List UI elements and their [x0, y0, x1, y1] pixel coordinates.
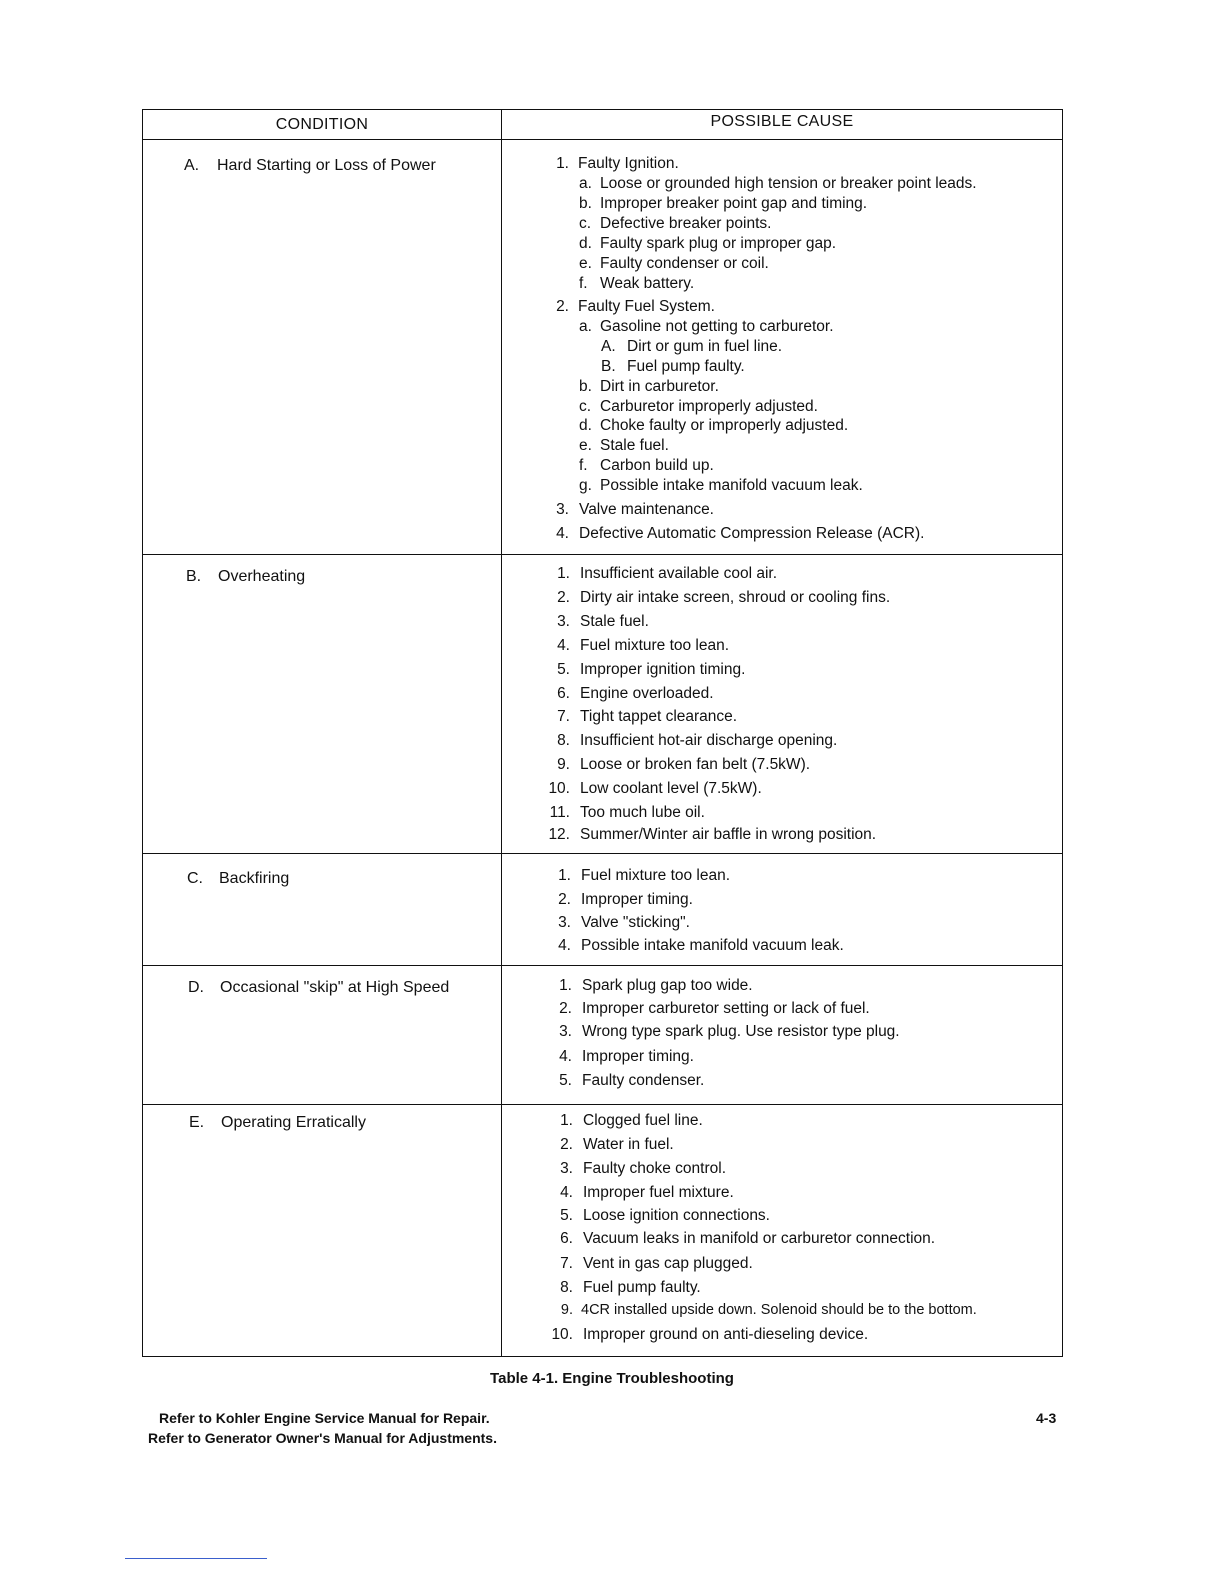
- cause-text: Faulty choke control.: [583, 1160, 727, 1177]
- cause-number: 6.: [557, 685, 570, 702]
- cause-text: Fuel mixture too lean.: [580, 637, 730, 654]
- cause-number: 4.: [557, 637, 570, 654]
- cause-number: 2.: [557, 589, 570, 606]
- condition-text: Operating Erratically: [221, 1114, 366, 1131]
- cause-number: 4.: [556, 525, 569, 542]
- sub-letter: f.: [579, 275, 588, 292]
- sub-letter: d.: [579, 235, 592, 252]
- sub-letter: c.: [579, 215, 592, 232]
- cause-number: 4.: [559, 1048, 572, 1065]
- cause-text: 4CR installed upside down. Solenoid should be to the bottom.: [581, 1302, 977, 1318]
- cause-text: Defective Automatic Compression Release (ACR).: [579, 525, 925, 542]
- sub-letter: f.: [579, 457, 588, 474]
- decorative-rule: [125, 1558, 267, 1559]
- sub-letter: B.: [601, 358, 616, 375]
- sub-text: Defective breaker points.: [600, 215, 772, 232]
- cause-text: Water in fuel.: [583, 1136, 674, 1153]
- cause-text: Faulty Ignition.: [578, 155, 679, 172]
- cause-number: 3.: [558, 914, 571, 931]
- sub-letter: a.: [579, 175, 592, 192]
- troubleshooting-table: [142, 109, 1063, 1357]
- footer-note-adjustments: Refer to Generator Owner's Manual for Adjustments.: [148, 1430, 497, 1446]
- cause-text: Clogged fuel line.: [583, 1112, 703, 1129]
- cause-text: Fuel pump faulty.: [583, 1279, 701, 1296]
- cause-number: 3.: [557, 613, 570, 630]
- sub-text: Carbon build up.: [600, 457, 714, 474]
- cause-text: Summer/Winter air baffle in wrong position.: [580, 826, 877, 843]
- cause-number: 2.: [560, 1136, 573, 1153]
- cause-text: Improper ground on anti-dieseling device.: [583, 1326, 869, 1343]
- cause-text: Fuel mixture too lean.: [581, 867, 731, 884]
- cause-text: Tight tappet clearance.: [580, 708, 738, 725]
- condition-text: Occasional "skip" at High Speed: [220, 979, 450, 996]
- cause-number: 1.: [558, 867, 571, 884]
- condition-letter: B.: [186, 568, 202, 585]
- cause-text: Insufficient hot-air discharge opening.: [580, 732, 838, 749]
- cause-text: Vacuum leaks in manifold or carburetor connection.: [583, 1230, 936, 1247]
- cause-text: Improper ignition timing.: [580, 661, 746, 678]
- sub-text: Fuel pump faulty.: [627, 358, 745, 375]
- cause-number: 11.: [549, 804, 570, 821]
- cause-number: 7.: [557, 708, 570, 725]
- cause-text: Spark plug gap too wide.: [582, 977, 753, 994]
- cause-text: Insufficient available cool air.: [580, 565, 778, 582]
- cause-number: 4.: [560, 1184, 573, 1201]
- condition-text: Overheating: [218, 568, 306, 585]
- sub-letter: d.: [579, 417, 592, 434]
- cause-number: 5.: [557, 661, 570, 678]
- cause-number: 3.: [559, 1023, 572, 1040]
- sub-text: Dirt or gum in fuel line.: [627, 338, 783, 355]
- cause-number: 5.: [559, 1072, 572, 1089]
- row-divider: [143, 853, 1062, 854]
- sub-text: Faulty condenser or coil.: [600, 255, 769, 272]
- header-possible-cause: POSSIBLE CAUSE: [710, 113, 854, 130]
- cause-text: Engine overloaded.: [580, 685, 714, 702]
- condition-letter: D.: [188, 979, 204, 996]
- row-divider: [143, 554, 1062, 555]
- cause-text: Valve maintenance.: [579, 501, 714, 518]
- cause-text: Improper timing.: [581, 891, 693, 908]
- sub-text: Dirt in carburetor.: [600, 378, 719, 395]
- sub-letter: c.: [579, 398, 592, 415]
- sub-letter: a.: [579, 318, 592, 335]
- cause-text: Too much lube oil.: [580, 804, 705, 821]
- cause-number: 5.: [560, 1207, 573, 1224]
- header-divider: [143, 139, 1062, 140]
- column-divider: [501, 110, 502, 1356]
- cause-text: Possible intake manifold vacuum leak.: [581, 937, 844, 954]
- sub-text: Choke faulty or improperly adjusted.: [600, 417, 849, 434]
- condition-letter: C.: [187, 870, 203, 887]
- cause-text: Loose ignition connections.: [583, 1207, 770, 1224]
- cause-text: Improper timing.: [582, 1048, 694, 1065]
- sub-text: Stale fuel.: [600, 437, 669, 454]
- sub-letter: g.: [579, 477, 592, 494]
- sub-letter: A.: [601, 338, 616, 355]
- sub-text: Faulty spark plug or improper gap.: [600, 235, 837, 252]
- header-condition: CONDITION: [275, 116, 369, 133]
- sub-text: Possible intake manifold vacuum leak.: [600, 477, 863, 494]
- cause-text: Dirty air intake screen, shroud or cooling fins.: [580, 589, 891, 606]
- condition-text: Hard Starting or Loss of Power: [217, 157, 436, 174]
- sub-text: Weak battery.: [600, 275, 695, 292]
- cause-number: 1.: [557, 565, 570, 582]
- cause-text: Vent in gas cap plugged.: [583, 1255, 753, 1272]
- cause-number: 4.: [558, 937, 571, 954]
- cause-text: Stale fuel.: [580, 613, 649, 630]
- sub-text: Loose or grounded high tension or breaker point leads.: [600, 175, 977, 192]
- row-divider: [143, 1104, 1062, 1105]
- row-divider: [143, 965, 1062, 966]
- cause-number: 8.: [557, 732, 570, 749]
- cause-number: 3.: [556, 501, 569, 518]
- cause-number: 8.: [560, 1279, 573, 1296]
- cause-number: 10.: [551, 1326, 573, 1343]
- cause-text: Faulty Fuel System.: [578, 298, 715, 315]
- cause-number: 7.: [560, 1255, 573, 1272]
- cause-number: 2.: [558, 891, 571, 908]
- sub-text: Gasoline not getting to carburetor.: [600, 318, 834, 335]
- cause-text: Valve "sticking".: [581, 914, 690, 931]
- cause-text: Improper fuel mixture.: [583, 1184, 734, 1201]
- cause-text: Loose or broken fan belt (7.5kW).: [580, 756, 811, 773]
- cause-number: 2.: [556, 298, 569, 315]
- cause-number: 10.: [548, 780, 570, 797]
- cause-number: 6.: [560, 1230, 573, 1247]
- cause-number: 1.: [559, 977, 572, 994]
- cause-text: Wrong type spark plug. Use resistor type plug.: [582, 1023, 900, 1040]
- sub-text: Carburetor improperly adjusted.: [600, 398, 818, 415]
- cause-number: 9.: [557, 756, 570, 773]
- sub-letter: e.: [579, 437, 592, 454]
- sub-letter: b.: [579, 378, 592, 395]
- condition-letter: A.: [184, 157, 200, 174]
- sub-text: Improper breaker point gap and timing.: [600, 195, 868, 212]
- page-number: 4-3: [1036, 1410, 1057, 1426]
- cause-text: Low coolant level (7.5kW).: [580, 780, 762, 797]
- sub-letter: e.: [579, 255, 592, 272]
- sub-letter: b.: [579, 195, 592, 212]
- cause-number: 1.: [560, 1112, 573, 1129]
- cause-number: 12.: [548, 826, 570, 843]
- cause-text: Faulty condenser.: [582, 1072, 705, 1089]
- cause-number: 1.: [556, 155, 569, 172]
- cause-number: 2.: [559, 1000, 572, 1017]
- table-caption: Table 4-1. Engine Troubleshooting: [490, 1370, 734, 1387]
- condition-letter: E.: [189, 1114, 205, 1131]
- condition-text: Backfiring: [219, 870, 290, 887]
- cause-number: 9.: [560, 1302, 573, 1318]
- footer-note-repair: Refer to Kohler Engine Service Manual for Repair.: [159, 1410, 490, 1426]
- cause-number: 3.: [560, 1160, 573, 1177]
- cause-text: Improper carburetor setting or lack of fuel.: [582, 1000, 870, 1017]
